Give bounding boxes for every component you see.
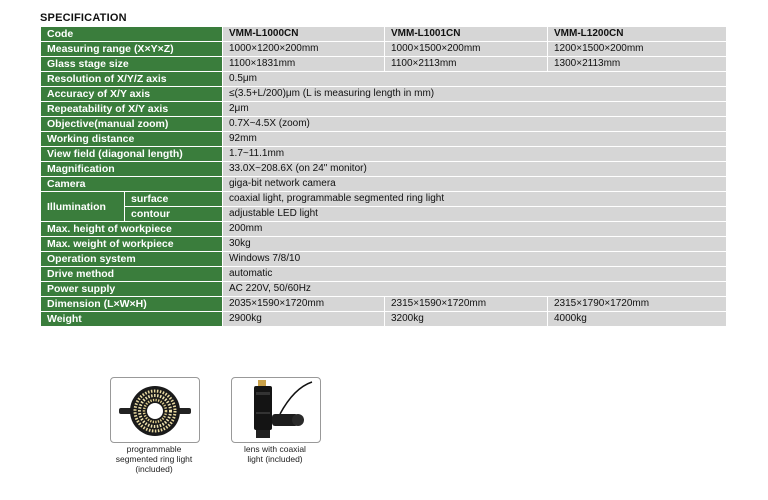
- ring-light-icon: [111, 378, 199, 442]
- table-row: [41, 132, 727, 147]
- lens-icon: [232, 378, 320, 442]
- cell-value: 33.0X~208.6X (on 24" monitor): [223, 162, 727, 177]
- cell-value: 1200×1500×200mm: [548, 42, 727, 57]
- table-row: [41, 252, 727, 267]
- cell-value: giga-bit network camera: [223, 177, 727, 192]
- sub-label: contour: [125, 207, 223, 222]
- row-label: Repeatability of X/Y axis: [41, 102, 223, 117]
- row-label: Power supply: [41, 282, 223, 297]
- cell-value: 0.7X~4.5X (zoom): [223, 117, 727, 132]
- row-label: Operation system: [41, 252, 223, 267]
- cell-value: 2035×1590×1720mm: [223, 297, 385, 312]
- table-row: [41, 102, 727, 117]
- table-row: [41, 267, 727, 282]
- cell-value: coaxial light, programmable segmented ring light: [223, 192, 727, 207]
- row-label: Magnification: [41, 162, 223, 177]
- row-label: Resolution of X/Y/Z axis: [41, 72, 223, 87]
- ring-light-image: [110, 377, 200, 443]
- row-label: Drive method: [41, 267, 223, 282]
- table-row: [41, 237, 727, 252]
- row-label: Max. weight of workpiece: [41, 237, 223, 252]
- cell-value: 1300×2113mm: [548, 57, 727, 72]
- row-label: Camera: [41, 177, 223, 192]
- row-label: Working distance: [41, 132, 223, 147]
- row-label: Measuring range (X×Y×Z): [41, 42, 223, 57]
- sub-label: surface: [125, 192, 223, 207]
- cell-value: 1100×2113mm: [385, 57, 548, 72]
- row-label: Illumination: [41, 192, 125, 222]
- cell-value: 1000×1200×200mm: [223, 42, 385, 57]
- table-row: [41, 57, 727, 72]
- table-row: [41, 177, 727, 192]
- row-label: Max. height of workpiece: [41, 222, 223, 237]
- table-row: [41, 147, 727, 162]
- cell-value: 2315×1590×1720mm: [385, 297, 548, 312]
- cell-value: 92mm: [223, 132, 727, 147]
- table-row: [41, 42, 727, 57]
- cell-value: AC 220V, 50/60Hz: [223, 282, 727, 297]
- row-label: Code: [41, 27, 223, 42]
- table-row: [41, 27, 727, 42]
- model-name: VMM-L1200CN: [548, 27, 727, 42]
- table-row: [41, 297, 727, 312]
- cell-value: 2μm: [223, 102, 727, 117]
- row-label: Accuracy of X/Y axis: [41, 87, 223, 102]
- cell-value: 2315×1790×1720mm: [548, 297, 727, 312]
- ring-light-caption: programmable segmented ring light (included): [115, 444, 193, 474]
- cell-value: 200mm: [223, 222, 727, 237]
- cell-value: Windows 7/8/10: [223, 252, 727, 267]
- cell-value: automatic: [223, 267, 727, 282]
- table-row: [41, 222, 727, 237]
- table-row: [41, 282, 727, 297]
- cell-value: 1000×1500×200mm: [385, 42, 548, 57]
- cell-value: 1.7~11.1mm: [223, 147, 727, 162]
- table-row: [41, 312, 727, 327]
- cell-value: 4000kg: [548, 312, 727, 327]
- section-title: SPECIFICATION: [40, 12, 127, 24]
- model-name: VMM-L1000CN: [223, 27, 385, 42]
- table-row: [41, 162, 727, 177]
- table-row: [41, 87, 727, 102]
- row-label: Glass stage size: [41, 57, 223, 72]
- row-label: View field (diagonal length): [41, 147, 223, 162]
- row-label: Weight: [41, 312, 223, 327]
- cell-value: 0.5μm: [223, 72, 727, 87]
- coaxial-lens-image: [231, 377, 321, 443]
- row-label: Dimension (L×W×H): [41, 297, 223, 312]
- cell-value: ≤(3.5+L/200)μm (L is measuring length in mm): [223, 87, 727, 102]
- cell-value: 30kg: [223, 237, 727, 252]
- table-row: [41, 192, 727, 207]
- table-row: [41, 72, 727, 87]
- cell-value: adjustable LED light: [223, 207, 727, 222]
- table-row: [41, 117, 727, 132]
- model-name: VMM-L1001CN: [385, 27, 548, 42]
- cell-value: 3200kg: [385, 312, 548, 327]
- coaxial-lens-caption: lens with coaxial light (included): [244, 444, 306, 464]
- table-row: [41, 207, 727, 222]
- cell-value: 2900kg: [223, 312, 385, 327]
- spec-table: [40, 26, 727, 327]
- cell-value: 1100×1831mm: [223, 57, 385, 72]
- row-label: Objective(manual zoom): [41, 117, 223, 132]
